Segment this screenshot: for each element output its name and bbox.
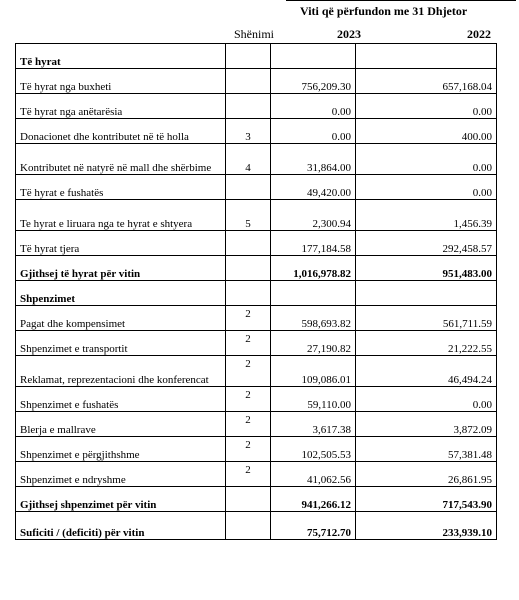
value-2022: 561,711.59	[356, 306, 497, 331]
value-2023: 177,184.58	[271, 231, 356, 256]
table-row	[16, 144, 497, 175]
value-2022: 0.00	[356, 94, 497, 119]
year-2023-heading: 2023	[337, 27, 361, 41]
row-label: Shpenzimet e fushatës	[16, 387, 226, 412]
row-label: Suficiti / (deficiti) për vitin	[16, 512, 226, 540]
value-2023: 27,190.82	[271, 331, 356, 356]
value-2022: 26,861.95	[356, 462, 497, 487]
note-ref	[226, 69, 271, 94]
value-2022: 21,222.55	[356, 331, 497, 356]
table-row	[16, 356, 497, 387]
row-label: Të hyrat e fushatës	[16, 175, 226, 200]
table-row	[16, 306, 497, 331]
value-2022: 0.00	[356, 175, 497, 200]
value-2022: 400.00	[356, 119, 497, 144]
header-rule	[286, 0, 516, 1]
row-label: Pagat dhe kompensimet	[16, 306, 226, 331]
value-2022: 0.00	[356, 387, 497, 412]
value-2023: 756,209.30	[271, 69, 356, 94]
surplus-row	[16, 512, 497, 540]
value-2022: 46,494.24	[356, 356, 497, 387]
note-ref	[226, 175, 271, 200]
value-2022: 1,456.39	[356, 200, 497, 231]
value-2022: 657,168.04	[356, 69, 497, 94]
value-2023: 59,110.00	[271, 387, 356, 412]
note-ref: 2	[226, 306, 271, 331]
table-row	[16, 437, 497, 462]
income-total-row	[16, 256, 497, 281]
row-label: Donacionet dhe kontributet në të holla	[16, 119, 226, 144]
note-ref: 4	[226, 144, 271, 175]
value-2023: 598,693.82	[271, 306, 356, 331]
value-2023: 102,505.53	[271, 437, 356, 462]
table-row	[16, 175, 497, 200]
row-label: Gjithsej të hyrat për vitin	[16, 256, 226, 281]
value-2023: 75,712.70	[271, 512, 356, 540]
note-ref: 2	[226, 356, 271, 387]
table-row	[16, 69, 497, 94]
value-2023: 3,617.38	[271, 412, 356, 437]
value-2023: 0.00	[271, 94, 356, 119]
note-ref: 2	[226, 412, 271, 437]
statement-table	[15, 43, 497, 540]
value-2022: 233,939.10	[356, 512, 497, 540]
value-2023: 31,864.00	[271, 144, 356, 175]
section-income-row	[16, 44, 497, 69]
value-2022: 951,483.00	[356, 256, 497, 281]
note-ref	[226, 94, 271, 119]
note-ref: 2	[226, 387, 271, 412]
value-2022: 292,458.57	[356, 231, 497, 256]
value-2022: 0.00	[356, 144, 497, 175]
value-2023: 1,016,978.82	[271, 256, 356, 281]
row-label: Të hyrat nga anëtarësia	[16, 94, 226, 119]
row-label: Shpenzimet e ndryshme	[16, 462, 226, 487]
value-2023: 41,062.56	[271, 462, 356, 487]
expense-total-row	[16, 487, 497, 512]
value-2023: 2,300.94	[271, 200, 356, 231]
year-2022-heading: 2022	[467, 27, 491, 41]
period-heading: Viti që përfundon me 31 Dhjetor	[300, 4, 468, 18]
note-ref: 5	[226, 200, 271, 231]
value-2023: 941,266.12	[271, 487, 356, 512]
table-row	[16, 94, 497, 119]
table-row	[16, 331, 497, 356]
row-label: Te hyrat e liruara nga te hyrat e shtyera	[16, 200, 226, 231]
note-ref: 2	[226, 331, 271, 356]
table-row	[16, 119, 497, 144]
value-2023: 49,420.00	[271, 175, 356, 200]
table-row	[16, 387, 497, 412]
section-title: Të hyrat	[16, 44, 226, 69]
value-2023: 109,086.01	[271, 356, 356, 387]
note-ref	[226, 231, 271, 256]
section-expenses-row	[16, 281, 497, 306]
notes-column-heading: Shënimi	[234, 27, 275, 41]
row-label: Të hyrat tjera	[16, 231, 226, 256]
row-label: Gjithsej shpenzimet për vitin	[16, 487, 226, 512]
value-2022: 717,543.90	[356, 487, 497, 512]
table-row	[16, 462, 497, 487]
value-2022: 3,872.09	[356, 412, 497, 437]
table-row	[16, 231, 497, 256]
row-label: Blerja e mallrave	[16, 412, 226, 437]
table-row	[16, 412, 497, 437]
value-2023: 0.00	[271, 119, 356, 144]
row-label: Të hyrat nga buxheti	[16, 69, 226, 94]
note-ref: 3	[226, 119, 271, 144]
row-label: Kontributet në natyrë në mall dhe shërbime	[16, 144, 226, 175]
row-label: Shpenzimet e përgjithshme	[16, 437, 226, 462]
row-label: Shpenzimet e transportit	[16, 331, 226, 356]
section-title: Shpenzimet	[16, 281, 226, 306]
note-ref: 2	[226, 437, 271, 462]
row-label: Reklamat, reprezentacioni dhe konferencat	[16, 356, 226, 387]
note-ref: 2	[226, 462, 271, 487]
table-row	[16, 200, 497, 231]
value-2022: 57,381.48	[356, 437, 497, 462]
